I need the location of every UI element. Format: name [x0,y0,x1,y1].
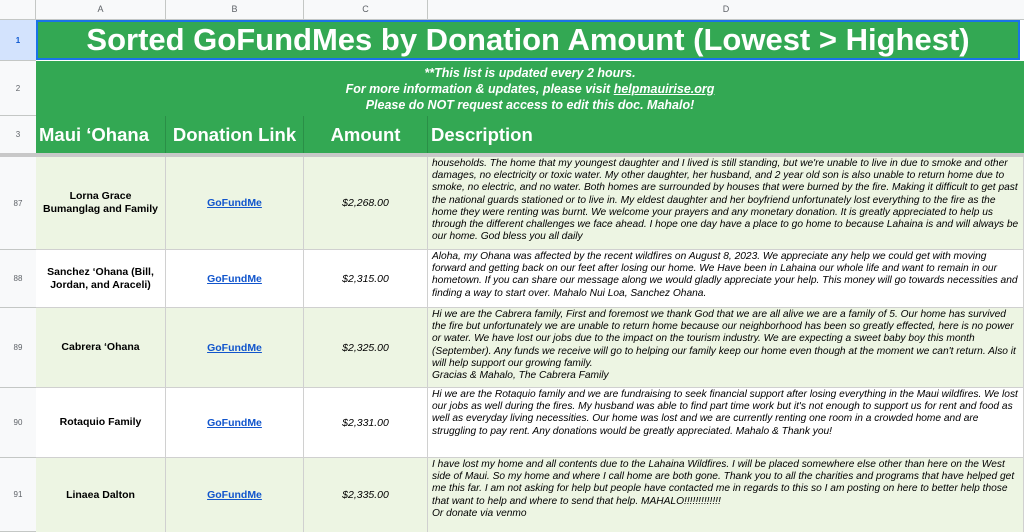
sheet-title-cell[interactable]: Sorted GoFundMes by Donation Amount (Lowest > Highest) [36,20,1020,60]
name-cell[interactable]: Rotaquio Family [36,388,166,457]
description-text: Hi we are the Rotaquio family and we are fundraising to seek financial support after losing everything in the Maui wildfires. We lost our jobs as well during the fires. My husband was able to find part time work but it's not enough to support us for rent and food as well as everyday living necessities. Our home was lost and we are currently renting one room in a crowded home and are struggling to pay rent. Any donations would be greatly appreciated. Mahalo & Thank you! [432,389,1018,437]
link-cell[interactable] [166,388,304,457]
description-cell[interactable] [428,308,1024,387]
table-row [36,388,1024,458]
gofundme-link[interactable]: GoFundMe [207,272,262,285]
helpmauirise-link[interactable]: helpmauirise.org [613,81,715,96]
notes-line-3: Please do NOT request access to edit this doc. Mahalo! [365,97,695,112]
gofundme-link[interactable]: GoFundMe [207,416,262,429]
notes-line-2-text: For more information & updates, please visit [345,81,614,96]
row-header-91[interactable]: 91 [0,458,36,532]
link-cell[interactable] [166,458,304,532]
column-header-d[interactable]: D [722,4,730,14]
table-row [36,458,1024,532]
amount-cell[interactable]: $2,268.00 [304,157,428,249]
table-row [36,250,1024,308]
table-row [36,157,1024,250]
select-all-corner[interactable] [0,0,36,19]
description-text: Aloha, my Ohana was affected by the recent wildfires on August 8, 2023. We appreciate any help we could get with moving forward and getting back on our feet after losing our home. We Have been in Lahaina our whole life and want to remain in our hometown. If you can share our message along we would gladly appreciate your help. This money will go towards necessities and finding a way to start over. Mahalo Nui Loa, Sanchez Ohana. [432,251,1018,299]
name-cell[interactable]: Sanchez ‘Ohana (Bill, Jordan, and Araceli) [36,250,166,307]
link-cell[interactable] [166,250,304,307]
header-name[interactable]: Maui ‘Ohana [36,116,166,154]
description-cell[interactable] [428,157,1024,249]
notes-line-1: **This list is updated every 2 hours. [424,65,636,80]
name-cell[interactable]: Cabrera ‘Ohana [36,308,166,387]
row-header-88[interactable]: 88 [0,250,36,308]
description-text: households. The home that my youngest daughter and I lived is still standing, but we're unable to live in due to smoke and other damages, no electricity or toxic water. My other daughter, her husband, and 2 year old son is also unable to return home due to smoke, no electric, and no water. Both homes are surrounded by houses that were burned by the fire. Making it difficult to get past the national guards stationed or to live in. My eldest daughter and her boyfriend unfortunately lost everything to the fire as the home they were renting was burnt. We welcome your prayers and any monetary donation. It is greatly appreciated to help us through the different challenges we face ahead. I hope one day have a place to go home to because Lahaina is and will always be our home. God bless you all daily [432,158,1019,243]
amount-cell[interactable]: $2,315.00 [304,250,428,307]
row-header-3[interactable]: 3 [0,116,36,154]
gofundme-link[interactable]: GoFundMe [207,489,262,501]
gofundme-link[interactable]: GoFundMe [207,341,262,354]
table-row [36,308,1024,388]
row-header-2[interactable]: 2 [0,61,36,116]
row-header-87[interactable]: 87 [0,157,36,250]
link-cell[interactable] [166,157,304,249]
link-cell[interactable] [166,308,304,387]
table-header-row [36,116,1024,154]
notes-line-2 [36,81,1024,97]
header-description[interactable]: Description [431,124,533,145]
description-cell[interactable] [428,458,1024,532]
column-header-b[interactable]: B [166,0,304,19]
amount-cell[interactable]: $2,325.00 [304,308,428,387]
header-amount[interactable]: Amount [304,116,428,154]
amount-cell[interactable]: $2,331.00 [304,388,428,457]
row-header-89[interactable]: 89 [0,308,36,388]
description-cell[interactable] [428,388,1024,457]
column-header-c[interactable]: C [304,0,428,19]
description-cell[interactable] [428,250,1024,307]
header-donation-link[interactable]: Donation Link [166,116,304,154]
row-header-1[interactable]: 1 [0,20,36,61]
name-cell[interactable]: Linaea Dalton [36,458,166,532]
description-text: I have lost my home and all contents due to the Lahaina Wildfires. I will be placed somewhere else other than here on the West side of Maui. So my home and where I call home are both gone. Thank you to all the charities and programs that have helped get me this far. I am not asking for help but people have contacted me in regards to this so I am posting on here to better help those that want to help and where to send that help. MAHALO!!!!!!!!!!!!! Or donate via venmo [432,459,1015,519]
notes-cell[interactable] [36,61,1024,116]
amount-cell[interactable]: $2,335.00 [304,458,428,532]
column-header-bar [0,0,1024,20]
description-text: Hi we are the Cabrera family, First and foremost we thank God that we are all alive we are a family of 5. Our home has survived the fire but unfortunately we are unable to return home because our neighborhood has been so greatly effected, here is no power or water. We have lost our jobs due to the impact on the tourism industry. We are expecting a sweet baby boy this month (September). Any funds we receive will go to helping our family keep our home even though at the moment we can't return. Also it will help support our growing family. Gracias & Mahalo, The Cabrera Family [432,309,1016,382]
column-header-a[interactable]: A [36,0,166,19]
gofundme-link[interactable]: GoFundMe [207,197,262,209]
row-header-90[interactable]: 90 [0,388,36,458]
name-cell[interactable]: Lorna Grace Bumanglag and Family [36,157,166,249]
